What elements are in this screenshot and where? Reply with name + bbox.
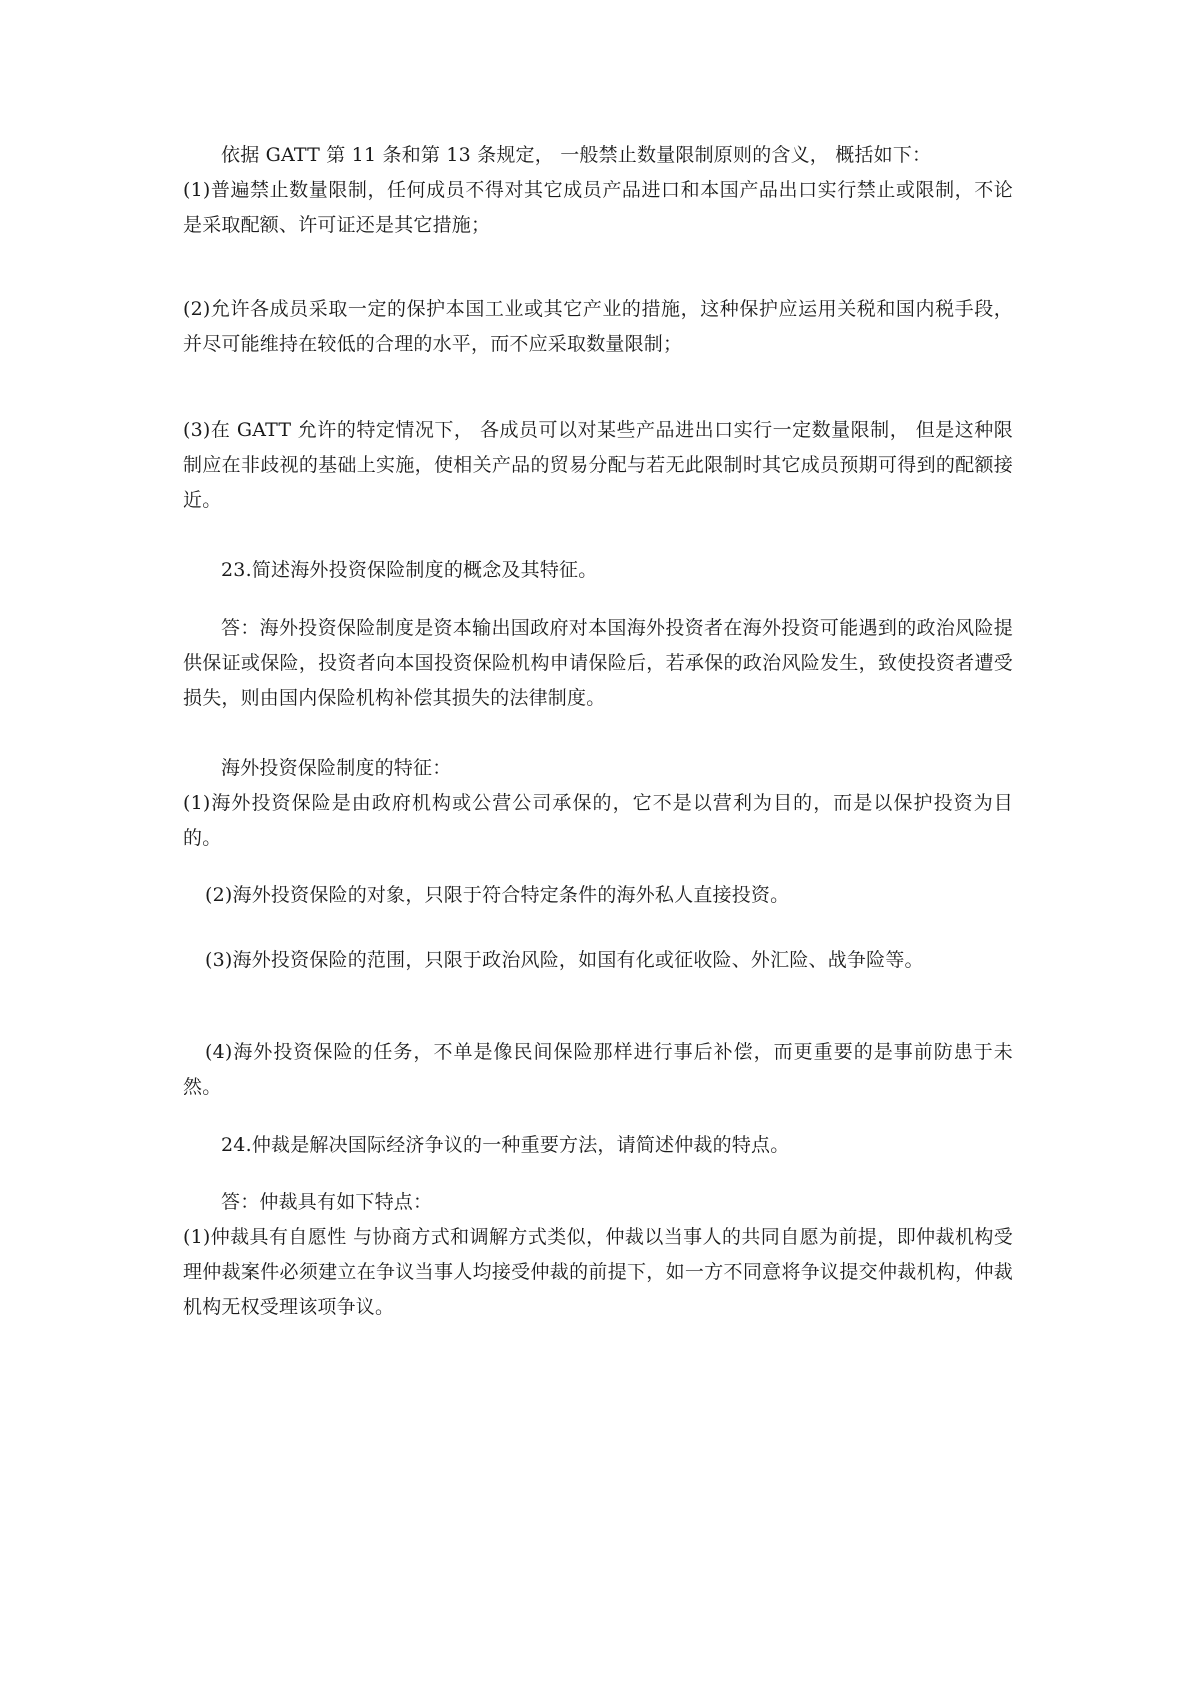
- question-23-heading: 23.简述海外投资保险制度的概念及其特征。: [221, 559, 598, 581]
- feature-item-4: (4)海外投资保险的任务，不单是像民间保险那样进行事后补偿，而更重要的是事前防患于未然。: [183, 1041, 1013, 1098]
- feature-item-3: (3)海外投资保险的范围，只限于政治风险，如国有化或征收险、外汇险、战争险等。: [205, 949, 924, 971]
- arbitration-feature-1: (1)仲裁具有自愿性 与协商方式和调解方式类似，仲裁以当事人的共同自愿为前提，即仲裁机构受理仲裁案件必须建立在争议当事人均接受仲裁的前提下，如一方不同意将争议提交仲裁机构，仲裁机构无权受理该项争议。: [183, 1226, 1013, 1318]
- features-heading: 海外投资保险制度的特征：: [221, 757, 452, 779]
- principle-item-2: (2)允许各成员采取一定的保护本国工业或其它产业的措施，这种保护应运用关税和国内税手段，并尽可能维持在较低的合理的水平，而不应采取数量限制；: [183, 298, 1013, 355]
- feature-item-2: (2)海外投资保险的对象，只限于符合特定条件的海外私人直接投资。: [205, 884, 790, 906]
- answer-24-intro: 答：仲裁具有如下特点：: [221, 1191, 433, 1213]
- question-24-heading: 24.仲裁是解决国际经济争议的一种重要方法，请简述仲裁的特点。: [221, 1134, 790, 1156]
- principle-item-3: (3)在 GATT 允许的特定情况下， 各成员可以对某些产品进出口实行一定数量限制， 但是这种限制应在非歧视的基础上实施，使相关产品的贸易分配与若无此限制时其它成员预期可得到的配额接近。: [183, 419, 1013, 511]
- principle-item-1: (1)普遍禁止数量限制，任何成员不得对其它成员产品进口和本国产品出口实行禁止或限制，不论是采取配额、许可证还是其它措施；: [183, 179, 1013, 236]
- intro-paragraph: 依据 GATT 第 11 条和第 13 条规定， 一般禁止数量限制原则的含义， 概括如下：: [221, 144, 932, 166]
- answer-23-paragraph: 答：海外投资保险制度是资本输出国政府对本国海外投资者在海外投资可能遇到的政治风险提供保证或保险，投资者向本国投资保险机构申请保险后，若承保的政治风险发生，致使投资者遭受损失，则由国内保险机构补偿其损失的法律制度。: [183, 617, 1013, 709]
- feature-item-1: (1)海外投资保险是由政府机构或公营公司承保的，它不是以营利为目的，而是以保护投资为目的。: [183, 792, 1013, 849]
